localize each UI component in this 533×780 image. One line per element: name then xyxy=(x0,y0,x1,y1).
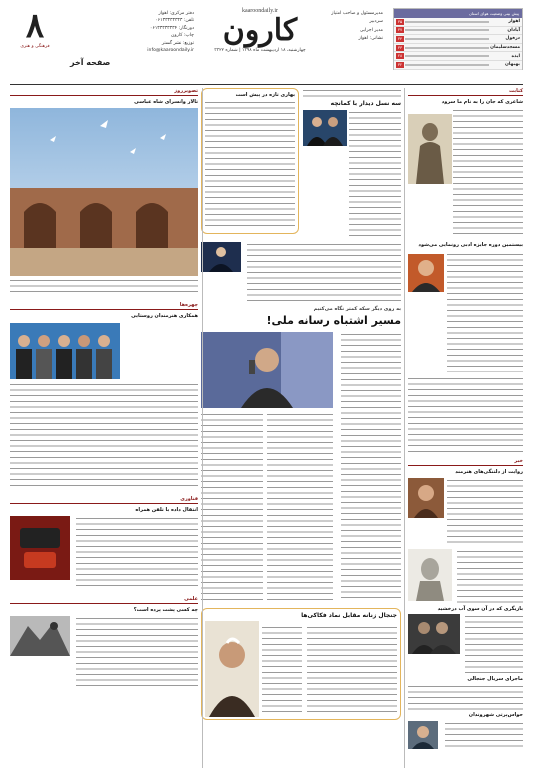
header-rule xyxy=(10,84,523,85)
headline[interactable]: بازیگری که در آن سوی آب درخشید xyxy=(437,605,523,612)
weather-bar xyxy=(405,21,489,23)
page-category: فرهنگی و هنری xyxy=(20,44,50,49)
weather-bar xyxy=(405,55,489,57)
article-body xyxy=(247,242,401,302)
dateline: چهارشنبه، ۱۸ اردیبهشت ماه ۱۳۹۸ | شماره ۳۳۲۲ xyxy=(214,48,306,53)
article-body xyxy=(341,332,401,602)
article-body xyxy=(10,382,198,490)
site-url[interactable]: kaaroondaily.ir xyxy=(241,8,279,14)
headline[interactable]: تالار وانسرای شاه عباسی xyxy=(134,99,198,105)
article-body xyxy=(349,110,401,238)
section-label: علمی xyxy=(10,596,198,604)
column-center xyxy=(201,88,401,768)
info-line: چاپ: کارون xyxy=(171,33,194,39)
section-label: خبر xyxy=(408,458,523,466)
column-right xyxy=(408,88,523,768)
column-left xyxy=(10,88,198,768)
article-body xyxy=(262,625,302,715)
headline[interactable]: بهاری تازه در پیش است xyxy=(235,92,295,98)
weather-temp: ۳۲ xyxy=(397,61,403,67)
concert-photo xyxy=(201,242,241,272)
article-body xyxy=(201,412,263,602)
phone-photo xyxy=(10,516,70,580)
info-line: دفتر مرکزی: اهواز xyxy=(158,11,194,16)
page-number-block xyxy=(10,8,60,70)
headline[interactable]: ماجرای سریال جنجالی xyxy=(467,676,523,682)
weather-city: بهبهان xyxy=(505,62,520,68)
weather-bar xyxy=(405,64,489,66)
weather-row xyxy=(394,44,522,53)
page-title: صفحه آخر xyxy=(70,58,111,67)
weather-table xyxy=(393,8,523,70)
weather-temp: ۲۸ xyxy=(397,53,403,59)
headline[interactable]: حواس‌پرتی شهروندان xyxy=(468,712,523,719)
lead-line: سردبیر xyxy=(369,19,383,25)
bust-photo xyxy=(408,549,452,601)
article-body xyxy=(76,516,198,588)
article-body xyxy=(465,614,523,674)
weather-city: اهواز xyxy=(508,19,520,25)
headline[interactable]: انتقال داده با تلفن همراه xyxy=(135,506,198,513)
section-label: تصویرروز xyxy=(10,88,198,96)
headline[interactable]: روایت از دلتنگی‌های هنرمند xyxy=(455,468,523,475)
section-label: فناوری xyxy=(10,496,198,504)
article-kicker xyxy=(303,88,401,98)
weather-city: مسجدسلیمان xyxy=(490,45,520,51)
article-body xyxy=(267,412,333,602)
main-kicker: به روی دیگر سکه کمتر نگاه می‌کنیم xyxy=(313,306,401,312)
weather-title: پیش بینی وضعیت هوای استان xyxy=(394,9,522,18)
lead-line: مدیرمسئول و صاحب امتیاز xyxy=(331,11,383,16)
headline[interactable]: بیستمین دوره جایزه ادبی رونمایی می‌شود xyxy=(418,242,523,249)
email-link[interactable]: info@kaaroondaily.ir xyxy=(147,48,194,54)
weather-bar xyxy=(405,38,489,40)
article-body xyxy=(307,625,397,715)
headline[interactable]: شاعری که جان را به نام ما سرود xyxy=(441,99,523,105)
section-label: چهره‌ها xyxy=(10,302,198,310)
weather-temp: ۳۷ xyxy=(397,27,403,33)
boxed-article xyxy=(201,88,299,234)
weather-temp: ۳۵ xyxy=(397,18,403,24)
article-body xyxy=(457,549,523,603)
weather-bar xyxy=(405,29,489,31)
portrait-photo xyxy=(408,721,438,749)
actor-photo xyxy=(205,621,259,717)
logo-block xyxy=(200,8,320,68)
article-body xyxy=(447,252,523,372)
singer-photo xyxy=(201,332,333,408)
page-number: ۸ xyxy=(25,6,45,46)
article-body xyxy=(205,100,295,230)
masthead xyxy=(10,8,523,72)
masthead-info xyxy=(62,10,194,54)
article-body xyxy=(453,108,523,238)
article-body xyxy=(447,478,523,546)
musicians-photo xyxy=(303,110,347,146)
info-line: دورنگار: ۰۶۱۳۳۳۳۳۳۳۴ xyxy=(149,25,194,31)
headline[interactable]: جنجال زنانه مقابل نماد فکاکی‌ها xyxy=(301,612,397,619)
article-body xyxy=(445,721,523,749)
weather-bar xyxy=(405,47,489,49)
newspaper-logo: کارون xyxy=(222,13,298,48)
weather-city: آبادان xyxy=(507,27,520,33)
science-photo xyxy=(10,616,70,656)
weather-temp: ۳۴ xyxy=(397,35,403,41)
column-divider xyxy=(404,88,405,768)
weather-row xyxy=(394,27,522,36)
weather-row xyxy=(394,35,522,44)
photo-caption xyxy=(10,278,198,292)
portrait-photo xyxy=(408,254,444,292)
lead-line: مدیر اجرایی xyxy=(359,27,383,33)
weather-row xyxy=(394,18,522,27)
weather-temp: ۳۳ xyxy=(397,44,403,50)
main-headline[interactable]: مسیر اشتباه رسانه ملی! xyxy=(266,314,401,328)
column-divider xyxy=(202,88,203,768)
headline[interactable]: سه نسل دیدار با کمانچه xyxy=(330,100,401,107)
weather-row xyxy=(394,52,522,61)
film-still-photo xyxy=(408,614,460,654)
statue-photo xyxy=(408,114,452,184)
lead-line: نشانی: اهواز xyxy=(358,36,383,42)
article-body xyxy=(76,616,198,688)
weather-row xyxy=(394,61,522,70)
info-line: تلفن: ۰۶۱۳۳۳۳۳۳۳۳ xyxy=(155,18,194,24)
headline[interactable]: چه کسی پشت پرده است؟ xyxy=(133,606,198,613)
weather-city: ایذه xyxy=(511,53,520,59)
headline[interactable]: همکاری هنرمندان روستایی xyxy=(131,313,198,320)
article-body xyxy=(408,684,523,710)
caravanserai-photo xyxy=(10,108,198,276)
portrait-photo xyxy=(408,478,444,518)
boxed-article xyxy=(201,608,401,720)
section-label: کتابت xyxy=(408,88,523,96)
article-body xyxy=(408,376,523,452)
weather-city: دزفول xyxy=(505,36,520,42)
group-photo xyxy=(10,323,120,379)
info-line: توزیع: نشر گستر xyxy=(161,40,194,46)
